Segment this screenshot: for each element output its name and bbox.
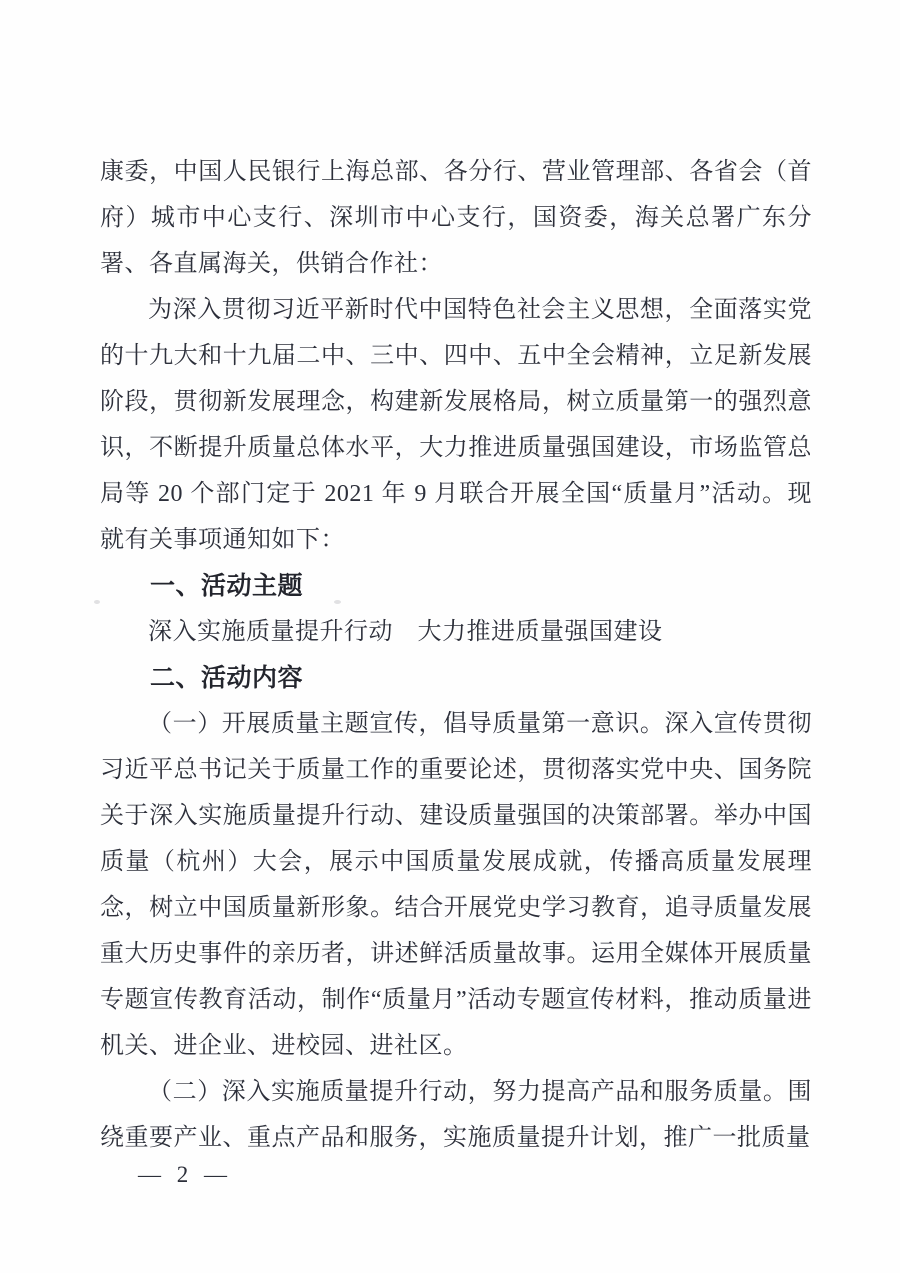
intro-paragraph: 为深入贯彻习近平新时代中国特色社会主义思想，全面落实党的十九大和十九届二中、三中、四中、五中全会精神，立足新发展阶段，贯彻新发展理念，构建新发展格局，树立质量第一的强烈意识，不断提升质量总体水平，大力推进质量强国建设，市场监管总局等 20 个部门定于 2021 年 9 月联合开展全国“质量月”活动。现就有关事项通知如下： <box>100 297 812 553</box>
scan-smudge <box>334 600 341 604</box>
page-number: — 2 — <box>138 1162 232 1187</box>
recipients-continued-line: 康委，中国人民银行上海总部、各分行、营业管理部、各省会（首府）城市中心支行、深圳市中心支行，国资委，海关总署广东分署、各直属海关，供销合作社： <box>100 159 812 277</box>
activity-theme-line: 深入实施质量提升行动 大力推进质量强国建设 <box>148 619 663 645</box>
document-body <box>100 149 812 1161</box>
section-1-heading: 一、活动主题 <box>150 572 304 600</box>
scan-smudge <box>94 600 100 604</box>
section-2-item-1: （一）开展质量主题宣传，倡导质量第一意识。深入宣传贯彻习近平总书记关于质量工作的重要论述，贯彻落实党中央、国务院关于深入实施质量提升行动、建设质量强国的决策部署。举办中国质量（杭州）大会，展示中国质量发展成就，传播高质量发展理念，树立中国质量新形象。结合开展党史学习教育，追寻质量发展重大历史事件的亲历者，讲述鲜活质量故事。运用全媒体开展质量专题宣传教育活动，制作“质量月”活动专题宣传材料，推动质量进机关、进企业、进校园、进社区。 <box>100 711 812 1059</box>
section-2-heading: 二、活动内容 <box>150 664 304 692</box>
section-2-item-2: （二）深入实施质量提升行动，努力提高产品和服务质量。围绕重要产业、重点产品和服务，实施质量提升计划，推广一批质量 <box>100 1079 812 1151</box>
